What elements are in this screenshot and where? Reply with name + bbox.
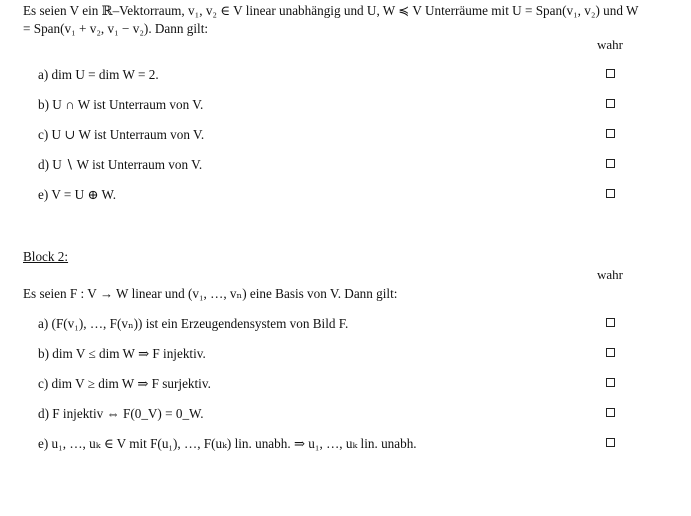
block1-item-b xyxy=(38,98,203,111)
block2-checkbox-a[interactable] xyxy=(606,318,615,327)
item-letter: a) xyxy=(38,67,49,82)
item-text: u₁, …, uₖ ∈ V mit F(u₁), …, F(uₖ) lin. unabh. ⇒ u₁, …, uₖ lin. unabh. xyxy=(51,436,417,451)
item-text: U ∖ W ist Unterraum von V. xyxy=(52,157,203,172)
item-text: V = U ⊕ W. xyxy=(51,187,117,202)
block2-intro: Es seien F : V → W linear und (v₁, …, vₙ) eine Basis von V. Dann gilt: xyxy=(23,286,398,301)
item-letter: d) xyxy=(38,157,49,172)
block2-item-d xyxy=(38,407,204,420)
block1-wahr-header: wahr xyxy=(597,37,623,52)
block1-item-a xyxy=(38,68,159,81)
item-letter: b) xyxy=(38,97,49,112)
block2-checkbox-c[interactable] xyxy=(606,378,615,387)
block2-checkbox-d[interactable] xyxy=(606,408,615,417)
block2-title: Block 2: xyxy=(23,249,69,264)
item-text: U ∪ W ist Unterraum von V. xyxy=(51,127,205,142)
block2-item-b xyxy=(38,347,206,360)
block1-checkbox-e[interactable] xyxy=(606,189,615,198)
item-text: dim V ≤ dim W ⇒ F injektiv. xyxy=(52,346,206,361)
block2-checkbox-e[interactable] xyxy=(606,438,615,447)
item-letter: e) xyxy=(38,436,49,451)
block1-checkbox-d[interactable] xyxy=(606,159,615,168)
block2-item-e xyxy=(38,437,417,450)
block1-item-c xyxy=(38,128,204,141)
block1-intro: Es seien V ein ℝ–Vektorraum, v₁, v₂ ∈ V linear unabhängig und U, W ≼ V Unterräume mit U = Span(v₁, v₂) und W = Span(v₁ + v₂, v₁ − v₂). Dann gilt: xyxy=(23,3,639,36)
item-letter: a) xyxy=(38,316,49,331)
item-letter: e) xyxy=(38,187,49,202)
block1-item-e xyxy=(38,188,116,201)
block2-item-a xyxy=(38,317,348,330)
item-text: F injektiv ⇔ F(0_V) = 0_W. xyxy=(52,406,204,421)
item-text: U ∩ W ist Unterraum von V. xyxy=(52,97,204,112)
item-text: dim V ≥ dim W ⇒ F surjektiv. xyxy=(51,376,211,391)
item-letter: c) xyxy=(38,376,49,391)
item-letter: d) xyxy=(38,406,49,421)
block1-checkbox-a[interactable] xyxy=(606,69,615,78)
block2-item-c xyxy=(38,377,211,390)
item-text: dim U = dim W = 2. xyxy=(51,67,159,82)
block1-checkbox-b[interactable] xyxy=(606,99,615,108)
block2-checkbox-b[interactable] xyxy=(606,348,615,357)
block1-item-d xyxy=(38,158,202,171)
block2-wahr-header: wahr xyxy=(597,267,623,282)
item-letter: b) xyxy=(38,346,49,361)
block1-checkbox-c[interactable] xyxy=(606,129,615,138)
item-text: (F(v₁), …, F(vₙ)) ist ein Erzeugendensystem von Bild F. xyxy=(51,316,349,331)
item-letter: c) xyxy=(38,127,49,142)
